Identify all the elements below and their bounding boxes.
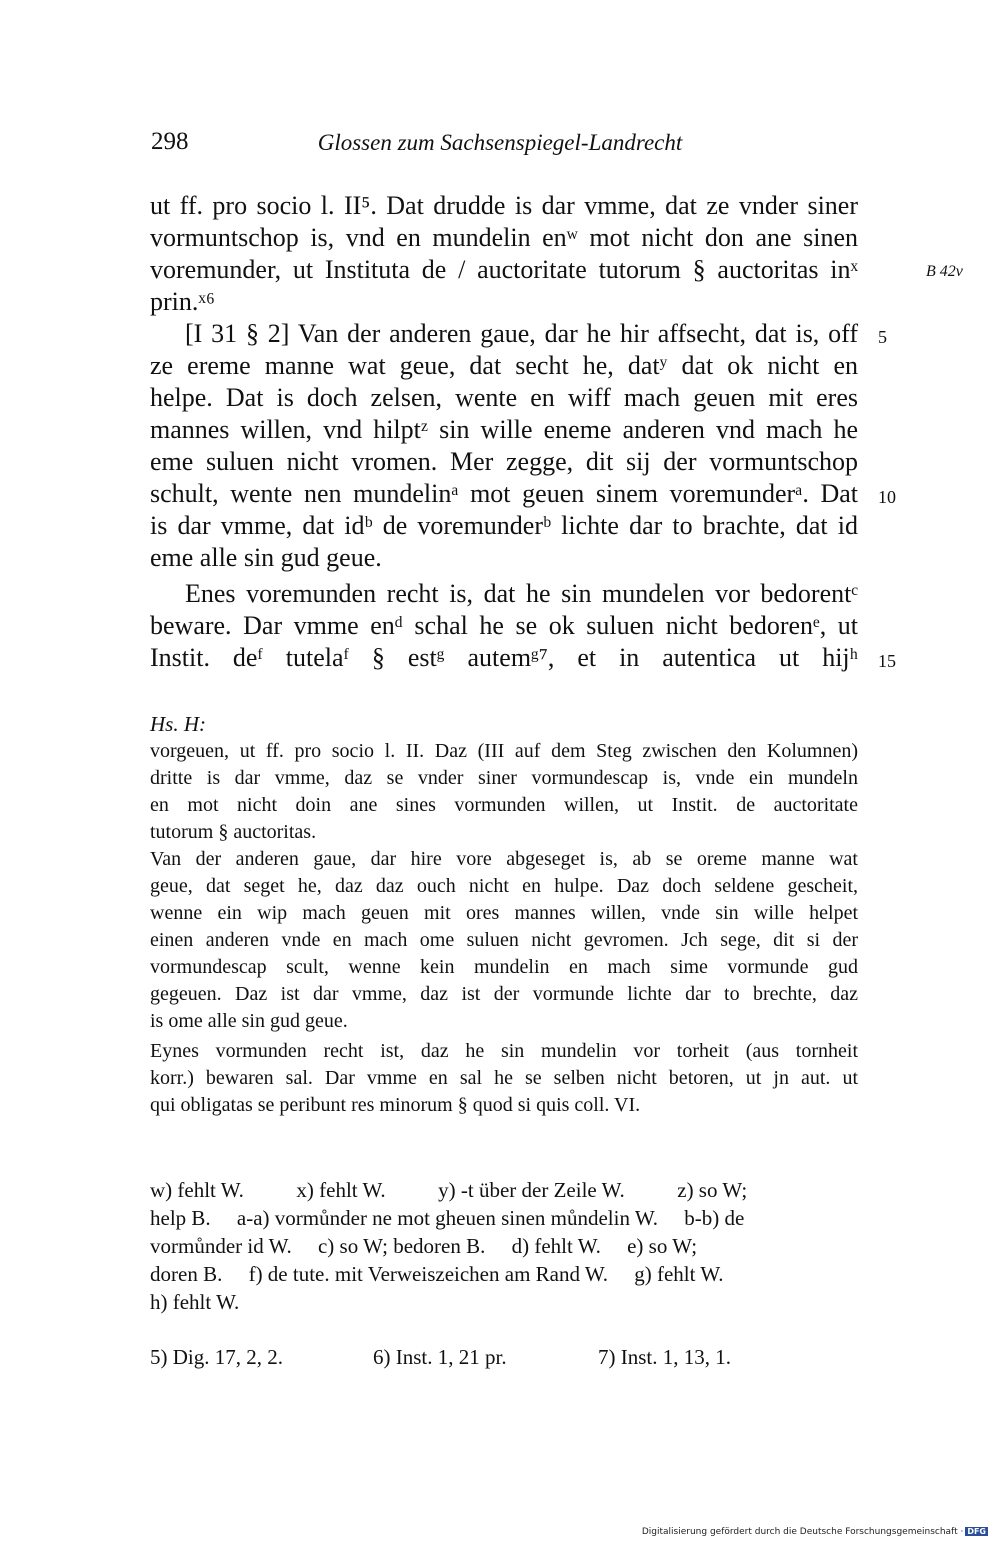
- hs-line: vorgeuen, ut ff. pro socio l. II. Daz (III auf dem Steg zwischen den Kolumnen): [150, 740, 858, 762]
- hs-line: is ome alle sin gud geue.: [150, 1010, 348, 1032]
- text-line: helpe. Dat is doch zelsen, wente en wiff mach geuen mit eres: [150, 383, 858, 412]
- digitization-credit: [642, 1527, 988, 1537]
- hs-line: gegeuen. Daz ist dar vmme, daz ist der vormunde lichte dar to brechte, daz: [150, 983, 858, 1005]
- text-line: eme suluen nicht vromen. Mer zegge, dit sij der vormuntschop: [150, 447, 858, 476]
- source-note: 5) Dig. 17, 2, 2.: [150, 1345, 283, 1369]
- running-title: Glossen zum Sachsenspiegel-Landrecht: [317, 130, 683, 155]
- text-line: vormuntschop is, vnd en mundelin enʷ mot nicht don ane sinen: [150, 223, 858, 252]
- hs-line: vormundescap scult, wenne kein mundelin en mach sime vormunde gud: [150, 956, 858, 978]
- source-note: 6) Inst. 1, 21 pr.: [373, 1345, 507, 1369]
- text-line: is dar vmme, dat idᵇ de voremunderᵇ lichte dar to brachte, dat id: [150, 511, 858, 540]
- dfg-logo: DFG: [967, 1527, 986, 1536]
- variant-note-line: w) fehlt W. x) fehlt W. y) -t über der Zeile W. z) so W;: [150, 1178, 748, 1202]
- line-number: 5: [878, 327, 887, 347]
- variant-note-line: help B. a-a) vormůnder ne mot gheuen sinen můndelin W. b-b) de: [150, 1206, 745, 1230]
- text-line: schult, wente nen mundelinᵃ mot geuen sinem voremunderᵃ. Dat: [150, 479, 858, 508]
- hs-line: geue, dat seget he, daz daz ouch nicht en hulpe. Daz doch seldene gescheit,: [150, 875, 858, 897]
- source-note: 7) Inst. 1, 13, 1.: [598, 1345, 731, 1369]
- hs-line: en mot nicht doin ane sines vormunden willen, ut Instit. de auctoritate: [150, 794, 858, 816]
- variant-note-line: h) fehlt W.: [150, 1290, 240, 1314]
- hs-line: dritte is dar vmme, daz se vnder siner vormundescap is, vnde ein mundeln: [150, 767, 858, 789]
- text-line: Enes voremunden recht is, dat he sin mundelen vor bedorentᶜ: [185, 579, 858, 608]
- hs-line: Van der anderen gaue, dar hire vore abgeseget is, ab se oreme manne wat: [150, 848, 858, 870]
- hs-line: Eynes vormunden recht ist, daz he sin mundelin vor torheit (aus tornheit: [150, 1040, 858, 1062]
- line-number: 15: [878, 651, 896, 671]
- hs-line: tutorum § auctoritas.: [150, 821, 317, 843]
- credit-text: Digitalisierung gefördert durch die Deutsche Forschungsgemeinschaft ·: [641, 1527, 964, 1537]
- text-line: beware. Dar vmme enᵈ schal he se ok suluen nicht bedorenᵉ, ut: [150, 611, 858, 640]
- text-line: prin.ˣ⁶: [150, 287, 215, 316]
- hs-line: einen anderen vnde en mach ome suluen nicht gevromen. Jch sege, dit si der: [150, 929, 858, 951]
- page-number: 298: [151, 128, 189, 155]
- text-line: Instit. deᶠ tutelaᶠ § estᵍ autemᵍ⁷, et in autentica ut hijʰ: [150, 643, 858, 672]
- text-line: ut ff. pro socio l. II⁵. Dat drudde is dar vmme, dat ze vnder siner: [150, 191, 858, 220]
- hs-line: korr.) bewaren sal. Dar vmme en sal he se selben nicht betoren, ut jn aut. ut: [150, 1067, 858, 1089]
- margin-folio-reference: B 42v: [926, 263, 963, 280]
- text-line: eme alle sin gud geue.: [150, 543, 382, 572]
- line-number: 10: [878, 487, 896, 507]
- variant-note-line: doren B. f) de tute. mit Verweiszeichen am Rand W. g) fehlt W.: [150, 1262, 724, 1286]
- text-line: voremunder, ut Instituta de / auctoritate tutorum § auctoritas inˣ: [150, 255, 858, 284]
- variant-note-line: vormůnder id W. c) so W; bedoren B. d) fehlt W. e) so W;: [150, 1234, 698, 1258]
- hs-line: qui obligatas se peribunt res minorum § quod si quis coll. VI.: [150, 1094, 641, 1116]
- text-line: mannes willen, vnd hilptᶻ sin wille eneme anderen vnd mach he: [150, 415, 858, 444]
- text-line: [I 31 § 2] Van der anderen gaue, dar he hir affsecht, dat is, off: [185, 319, 858, 348]
- hs-line: wenne ein wip mach geuen mit ores mannes willen, vnde sin wille helpet: [150, 902, 858, 924]
- text-line: ze ereme manne wat geue, dat secht he, datʸ dat ok nicht en: [150, 351, 858, 380]
- hs-heading: Hs. H:: [150, 712, 206, 736]
